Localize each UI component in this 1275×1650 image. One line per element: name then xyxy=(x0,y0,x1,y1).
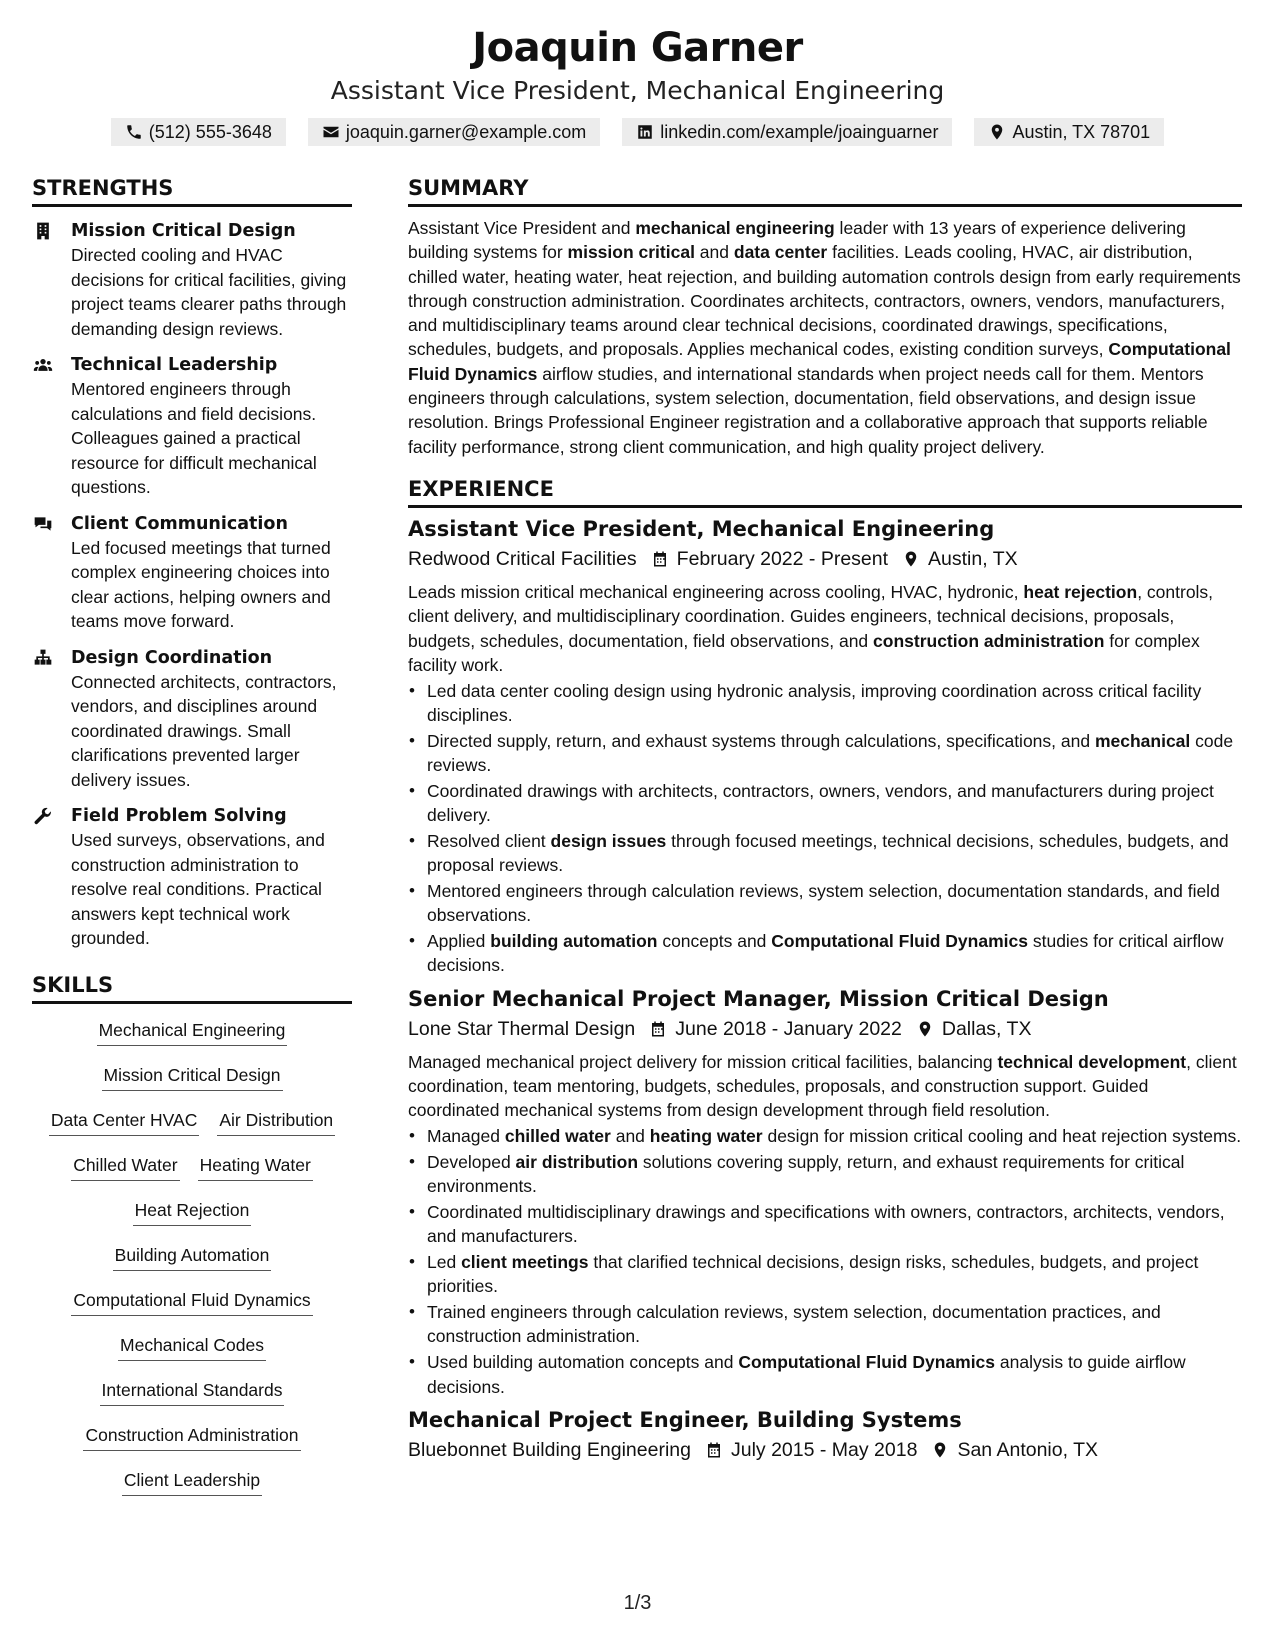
skill-row xyxy=(97,1018,288,1063)
job-company: Lone Star Thermal Design xyxy=(408,1017,636,1040)
job-title: Senior Mechanical Project Manager, Mission Critical Design xyxy=(408,986,1109,1011)
strength-desc: Connected architects, contractors, vendors, and disciplines around coordinated drawings. Small clarifications prevented larger delivery issues. xyxy=(71,671,337,790)
map-marker-icon xyxy=(931,1441,949,1459)
sitemap-icon xyxy=(33,648,53,668)
job-entry xyxy=(408,514,1242,978)
contact-linkedin[interactable] xyxy=(622,118,952,146)
map-marker-icon xyxy=(902,550,920,568)
skill-row xyxy=(49,1108,335,1153)
list-item: • Led data center cooling design using hydronic analysis, improving coordination across critical facility disciplines. xyxy=(408,679,1242,728)
job-location: Austin, TX xyxy=(928,547,1018,570)
skill-row xyxy=(100,1378,285,1423)
resume-header xyxy=(0,22,1275,146)
strength-item xyxy=(32,512,352,634)
list-item: • Trained engineers through calculation reviews, system selection, documentation practices, and construction administration. xyxy=(408,1300,1242,1349)
strength-desc: Mentored engineers through calculations and field decisions. Colleagues gained a practical resource for difficult mechanical questions. xyxy=(71,379,317,497)
candidate-title: Assistant Vice President, Mechanical Engineering xyxy=(330,76,945,105)
list-item: • Mentored engineers through calculation reviews, system selection, documentation standards, and field observations. xyxy=(408,879,1242,928)
skill-tag: Air Distribution xyxy=(217,1108,335,1136)
contact-email[interactable] xyxy=(308,118,600,146)
job-entry xyxy=(408,1405,1242,1465)
skill-tag: Client Leadership xyxy=(122,1468,262,1496)
linkedin-icon xyxy=(636,123,654,141)
job-location: San Antonio, TX xyxy=(957,1438,1099,1461)
skill-tag: International Standards xyxy=(100,1378,285,1406)
skills-heading: SKILLS xyxy=(32,971,352,1004)
calendar-icon xyxy=(705,1441,723,1459)
location-text: Austin, TX 78701 xyxy=(1012,121,1151,142)
job-dates: June 2018 - January 2022 xyxy=(675,1017,902,1040)
building-icon xyxy=(33,221,53,241)
contact-bar xyxy=(0,118,1275,146)
strength-item xyxy=(32,804,352,951)
wrench-icon xyxy=(33,806,53,826)
job-company: Redwood Critical Facilities xyxy=(408,547,637,570)
job-description: Managed mechanical project delivery for mission critical facilities, balancing technical development, client coordination, team mentoring, budgets, schedules, proposals, and construction support. Guided coordinated mechanical systems from design development through field resolution. xyxy=(408,1051,1237,1121)
skill-tag: Heat Rejection xyxy=(133,1198,252,1226)
email-text: joaquin.garner@example.com xyxy=(345,121,587,142)
skill-tag: Building Automation xyxy=(113,1243,272,1271)
phone-text: (512) 555-3648 xyxy=(148,121,272,142)
list-item: • Coordinated drawings with architects, contractors, owners, vendors, and manufacturers during project delivery. xyxy=(408,779,1242,828)
contact-phone[interactable] xyxy=(111,118,286,146)
strength-title: Client Communication xyxy=(71,513,288,534)
strength-desc: Used surveys, observations, and construction administration to resolve real conditions. Practical answers kept technical work grounded. xyxy=(71,830,325,948)
list-item: • Directed supply, return, and exhaust systems through calculations, specifications, and mechanical code reviews. xyxy=(408,729,1242,778)
job-location: Dallas, TX xyxy=(941,1017,1032,1040)
calendar-icon xyxy=(651,550,669,568)
contact-location xyxy=(974,118,1164,146)
skill-row xyxy=(71,1153,313,1198)
job-title: Assistant Vice President, Mechanical Engineering xyxy=(408,516,995,541)
page-number: 1/3 xyxy=(623,1592,652,1614)
skill-tag: Chilled Water xyxy=(71,1153,179,1181)
summary-text: Assistant Vice President and mechanical engineering leader with 13 years of experience delivering building systems for mission critical and data center facilities. Leads cooling, HVAC, air distribution, chilled water, heating water, heat rejection, and building automation controls design from early requirements through construction administration. Coordinates architects, contractors, owners, vendors, manufacturers, and multidisciplinary teams around clear technical decisions, coordinated drawings, specifications, schedules, budgets, and proposals. Applies mechanical codes, existing condition surveys, Computational Fluid Dynamics airflow studies, and international standards when project needs call for them. Mentors engineers through calculations, system selection, documentation, field observations, and design issue resolution. Brings Professional Engineer registration and a collaborative approach that supports reliable facility performance, strong client communication, and high quality project delivery. xyxy=(408,218,1241,457)
job-description: Leads mission critical mechanical engineering across cooling, HVAC, hydronic, heat rejection, controls, client delivery, and multidisciplinary coordination. Guides engineers, technical decisions, proposals, budgets, schedules, documentation, field observations, and construction administration for complex facility work. xyxy=(408,581,1214,675)
linkedin-text: linkedin.com/example/joainguarner xyxy=(660,121,939,142)
phone-icon xyxy=(125,123,143,141)
list-item: • Developed air distribution solutions covering supply, return, and exhaust requirements for critical environments. xyxy=(408,1150,1242,1199)
map-marker-icon xyxy=(988,123,1006,141)
strength-title: Mission Critical Design xyxy=(71,221,296,241)
users-icon xyxy=(33,355,53,375)
list-item: • Coordinated multidisciplinary drawings and specifications with owners, contractors, architects, vendors, and manufacturers. xyxy=(408,1200,1242,1249)
skill-row xyxy=(133,1198,252,1243)
left-column xyxy=(32,174,352,1513)
job-bullets xyxy=(408,679,1242,978)
strengths-heading: STRENGTHS xyxy=(32,174,352,207)
job-meta xyxy=(408,1014,1242,1044)
job-company: Bluebonnet Building Engineering xyxy=(408,1438,691,1461)
strength-title: Technical Leadership xyxy=(71,355,278,375)
job-entry xyxy=(408,984,1242,1399)
candidate-name: Joaquin Garner xyxy=(472,25,803,71)
envelope-icon xyxy=(322,123,340,141)
list-item: • Used building automation concepts and Computational Fluid Dynamics analysis to guide airflow decisions. xyxy=(408,1350,1242,1399)
strength-desc: Directed cooling and HVAC decisions for critical facilities, giving project teams clearer paths through demanding design reviews. xyxy=(71,245,347,339)
strength-item xyxy=(32,219,352,341)
list-item: • Managed chilled water and heating water design for mission critical cooling and heat rejection systems. xyxy=(408,1124,1242,1148)
summary-heading: SUMMARY xyxy=(408,174,1242,207)
skills-list xyxy=(32,1018,352,1513)
skill-tag: Construction Administration xyxy=(83,1423,300,1451)
list-item: • Applied building automation concepts and Computational Fluid Dynamics studies for critical airflow decisions. xyxy=(408,929,1242,978)
skill-row xyxy=(102,1063,283,1108)
right-column xyxy=(408,174,1242,1465)
skill-row xyxy=(83,1423,300,1468)
strength-item xyxy=(32,353,352,500)
skill-tag: Mechanical Codes xyxy=(118,1333,266,1361)
skill-tag: Mission Critical Design xyxy=(102,1063,283,1091)
experience-heading: EXPERIENCE xyxy=(408,475,1242,508)
skill-tag: Mechanical Engineering xyxy=(97,1018,288,1046)
list-item: • Resolved client design issues through focused meetings, technical decisions, schedules, budgets, and proposal reviews. xyxy=(408,829,1242,878)
skill-row xyxy=(122,1468,262,1513)
skill-tag: Heating Water xyxy=(198,1153,313,1181)
skill-tag: Data Center HVAC xyxy=(49,1108,200,1136)
skill-row xyxy=(118,1333,266,1378)
skill-row xyxy=(113,1243,272,1288)
strength-item xyxy=(32,646,352,793)
skill-row xyxy=(71,1288,312,1333)
job-meta xyxy=(408,1435,1242,1465)
job-meta xyxy=(408,544,1242,574)
experience-list xyxy=(408,514,1242,1465)
job-dates: July 2015 - May 2018 xyxy=(730,1438,918,1461)
job-dates: February 2022 - Present xyxy=(676,547,889,570)
skill-tag: Computational Fluid Dynamics xyxy=(71,1288,312,1316)
strength-desc: Led focused meetings that turned complex engineering choices into clear actions, helping owners and teams move forward. xyxy=(71,537,331,631)
strength-title: Field Problem Solving xyxy=(71,806,287,826)
list-item: • Led client meetings that clarified technical decisions, design risks, schedules, budgets, and project priorities. xyxy=(408,1250,1242,1299)
job-bullets xyxy=(408,1124,1242,1399)
map-marker-icon xyxy=(916,1020,934,1038)
comments-icon xyxy=(33,514,53,534)
strength-title: Design Coordination xyxy=(71,647,273,668)
calendar-icon xyxy=(649,1020,667,1038)
job-title: Mechanical Project Engineer, Building Systems xyxy=(408,1407,962,1432)
